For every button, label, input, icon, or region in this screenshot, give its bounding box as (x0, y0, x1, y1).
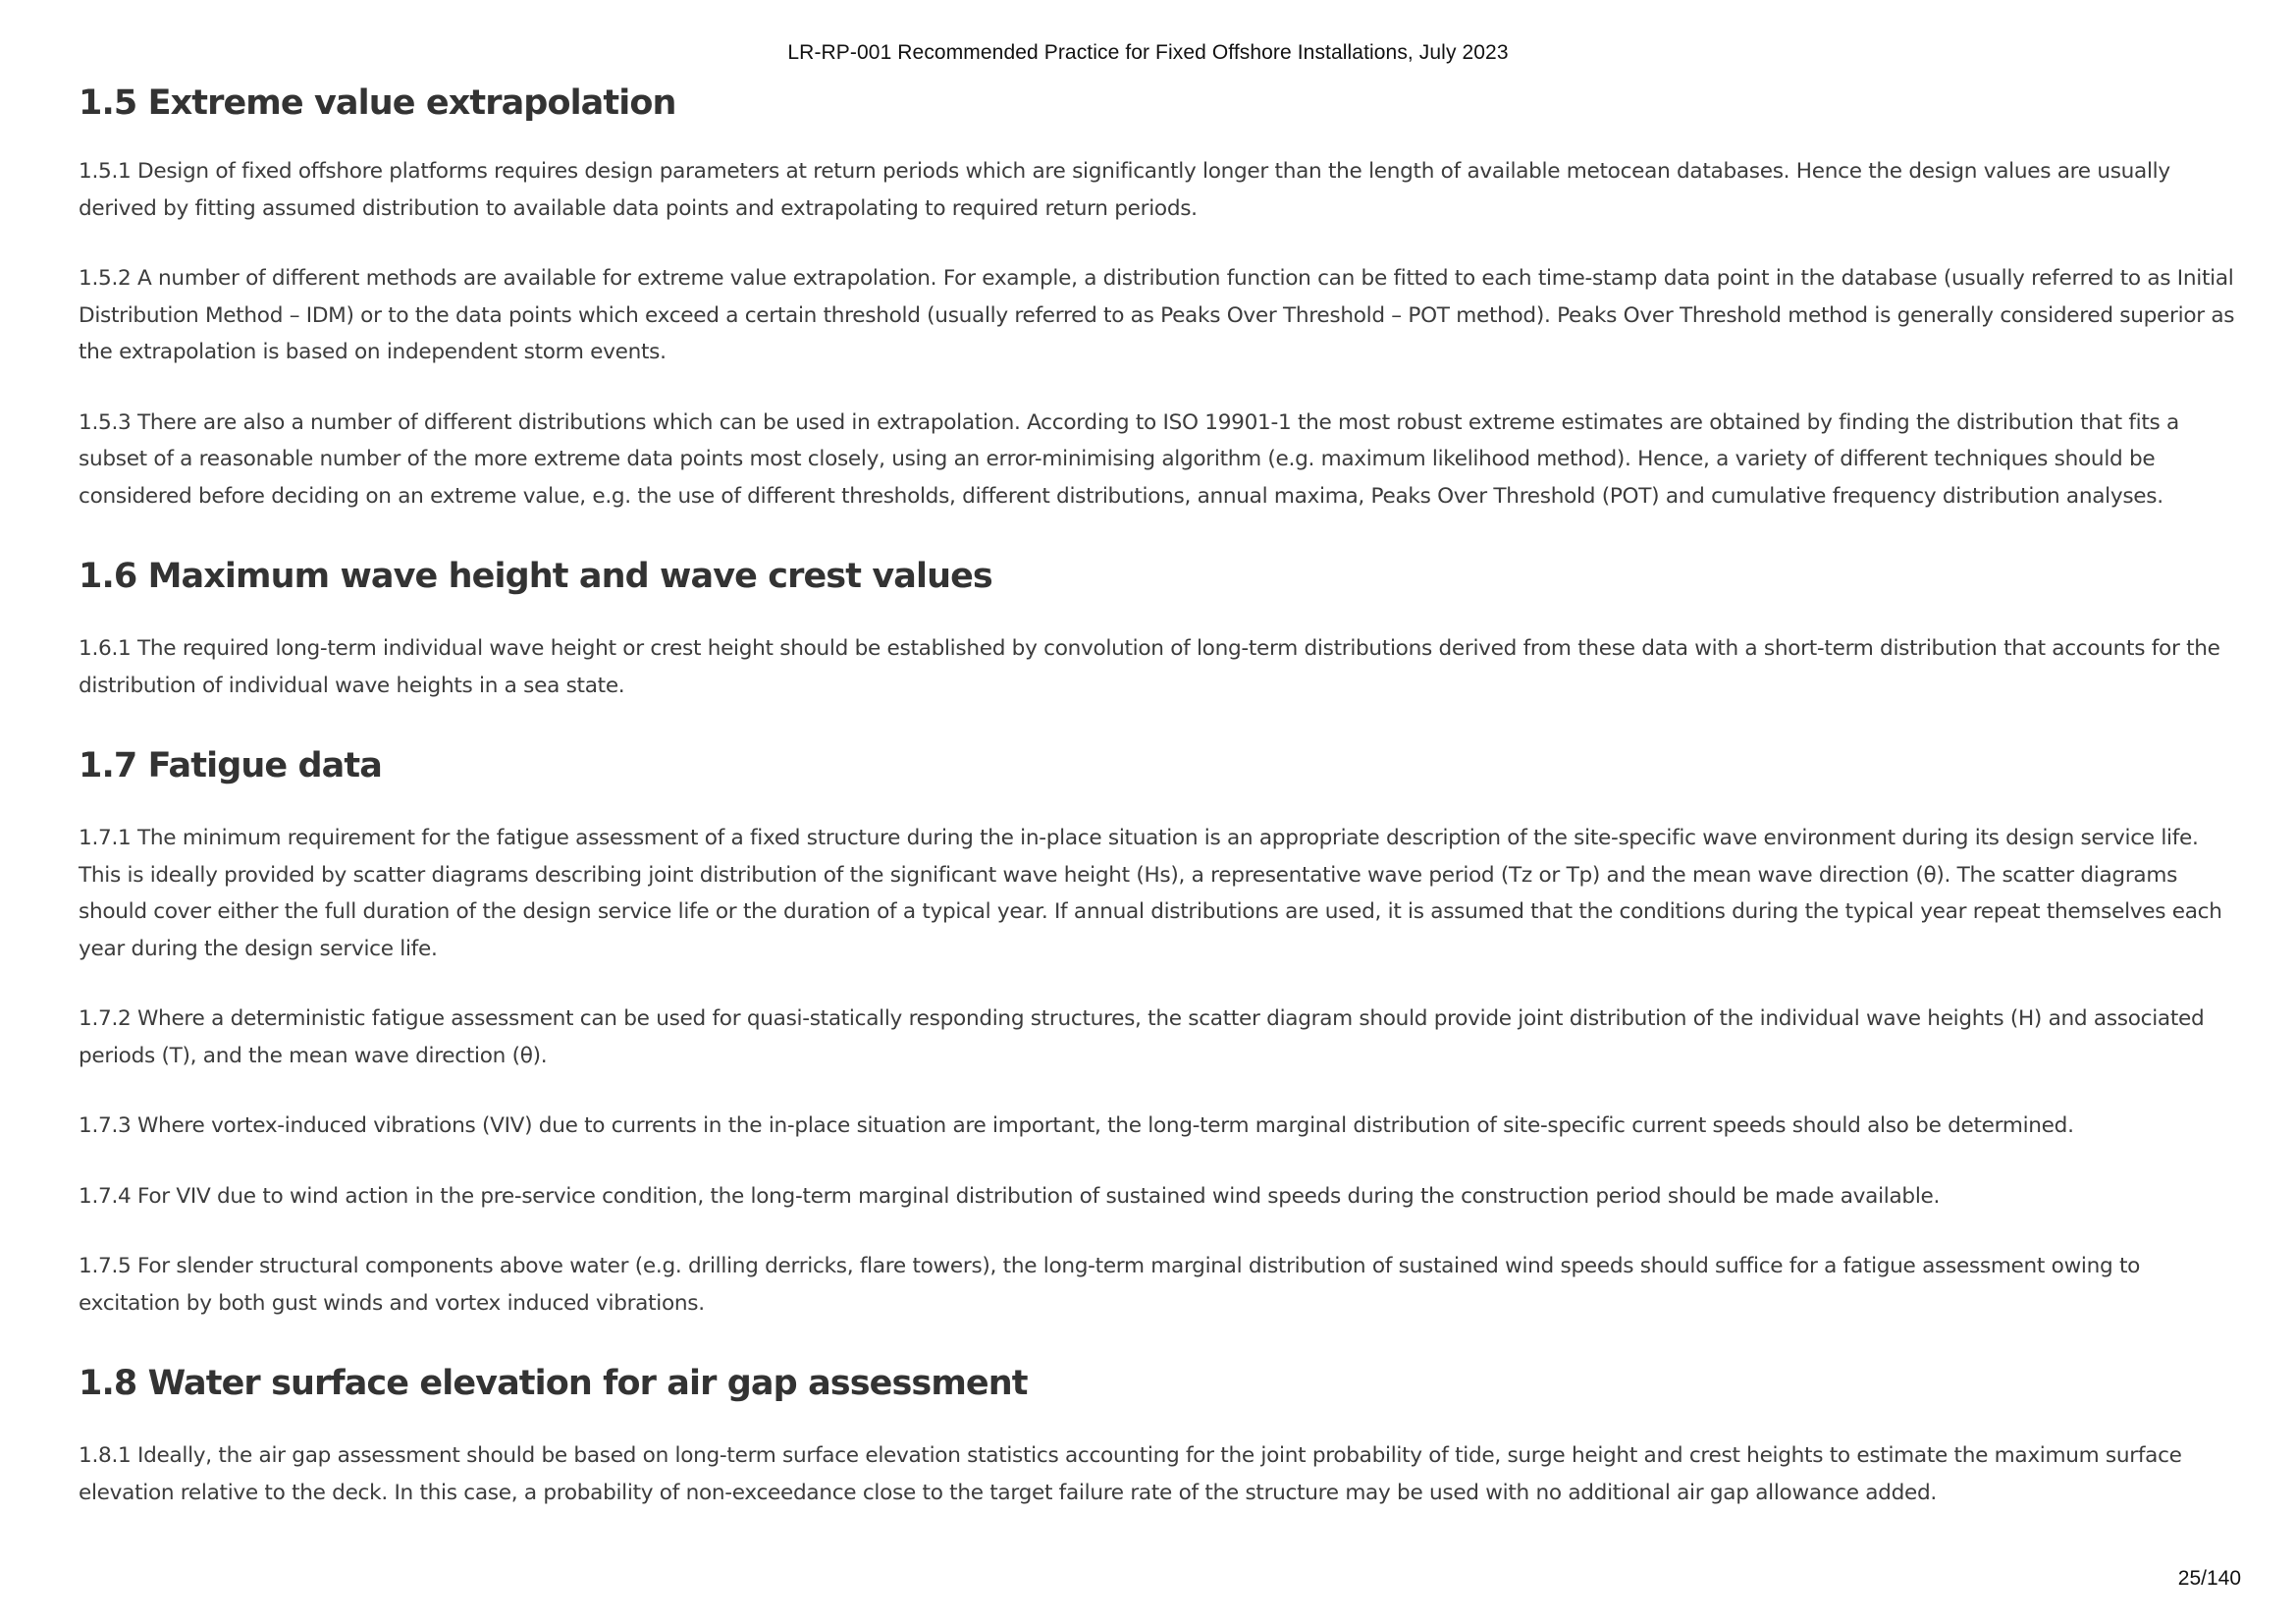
document-body (79, 75, 2238, 1544)
page-number: 25/140 (2177, 1567, 2241, 1590)
section-heading: 1.6 Maximum wave height and wave crest values (79, 557, 992, 596)
section-1-6 (79, 548, 2238, 704)
section-heading: 1.5 Extreme value extrapolation (79, 83, 676, 123)
paragraph-1-5-2: 1.5.2 A number of different methods are available for extreme value extrapolation. For example, a distribution function can be fitted to each time-stamp data point in the database (usually referred to as Initial Distribution Method – IDM) or to the data points which exceed a certain threshold (usually referred to as Peaks Over Threshold – POT method). Peaks Over Threshold method is generally considered superior as the extrapolation is based on independent storm events. (79, 266, 2235, 364)
section-heading: 1.7 Fatigue data (79, 746, 382, 785)
section-1-7 (79, 737, 2238, 1322)
paragraph-1-7-2: 1.7.2 Where a deterministic fatigue assessment can be used for quasi-statically responding structures, the scatter diagram should provide joint distribution of the individual wave heights (H) and associated periods (T), and the mean wave direction (θ). (79, 1006, 2205, 1068)
paragraph-1-8-1: 1.8.1 Ideally, the air gap assessment should be based on long-term surface elevation statistics accounting for the joint probability of tide, surge height and crest heights to estimate the maximum surface elevation relative to the deck. In this case, a probability of non-exceedance close to the target failure rate of the structure may be used with no additional air gap allowance added. (79, 1443, 2182, 1505)
paragraph-1-7-4: 1.7.4 For VIV due to wind action in the pre-service condition, the long-term marginal distribution of sustained wind speeds during the construction period should be made available. (79, 1183, 1941, 1209)
paragraph-1-7-5: 1.7.5 For slender structural components above water (e.g. drilling derricks, flare towers), the long-term marginal distribution of sustained wind speeds should suffice for a fatigue assessment owing to excitation by both gust winds and vortex induced vibrations. (79, 1254, 2141, 1316)
paragraph-1-6-1: 1.6.1 The required long-term individual wave height or crest height should be established by convolution of long-term distributions derived from these data with a short-term distribution that accounts for the distribution of individual wave heights in a sea state. (79, 636, 2220, 698)
section-1-5 (79, 75, 2238, 514)
paragraph-1-7-3: 1.7.3 Where vortex-induced vibrations (VIV) due to currents in the in-place situation are important, the long-term marginal distribution of site-specific current speeds should also be determined. (79, 1113, 2074, 1138)
paragraph-1-7-1: 1.7.1 The minimum requirement for the fatigue assessment of a fixed structure during the in-place situation is an appropriate description of the site-specific wave environment during its design service life. This is ideally provided by scatter diagrams describing joint distribution of the significant wave height (Hs), a representative wave period (Tz or Tp) and the mean wave direction (θ). The scatter diagrams should cover either the full duration of the design service life or the duration of a typical year. If annual distributions are used, it is assumed that the conditions during the typical year repeat themselves each year during the design service life. (79, 826, 2222, 961)
paragraph-1-5-1: 1.5.1 Design of fixed offshore platforms requires design parameters at return periods which are significantly longer than the length of available metocean databases. Hence the design values are usually derived by fitting assumed distribution to available data points and extrapolating to required return periods. (79, 159, 2170, 221)
section-heading: 1.8 Water surface elevation for air gap assessment (79, 1364, 1028, 1403)
paragraph-1-5-3: 1.5.3 There are also a number of different distributions which can be used in extrapolation. According to ISO 19901-1 the most robust extreme estimates are obtained by finding the distribution that fits a subset of a reasonable number of the more extreme data points most closely, using an error-minimising algorithm (e.g. maximum likelihood method). Hence, a variety of different techniques should be considered before deciding on an extreme value, e.g. the use of different thresholds, different distributions, annual maxima, Peaks Over Threshold (POT) and cumulative frequency distribution analyses. (79, 409, 2179, 509)
running-header: LR-RP-001 Recommended Practice for Fixed Offshore Installations, July 2023 (787, 41, 1509, 64)
section-1-8 (79, 1355, 2238, 1511)
